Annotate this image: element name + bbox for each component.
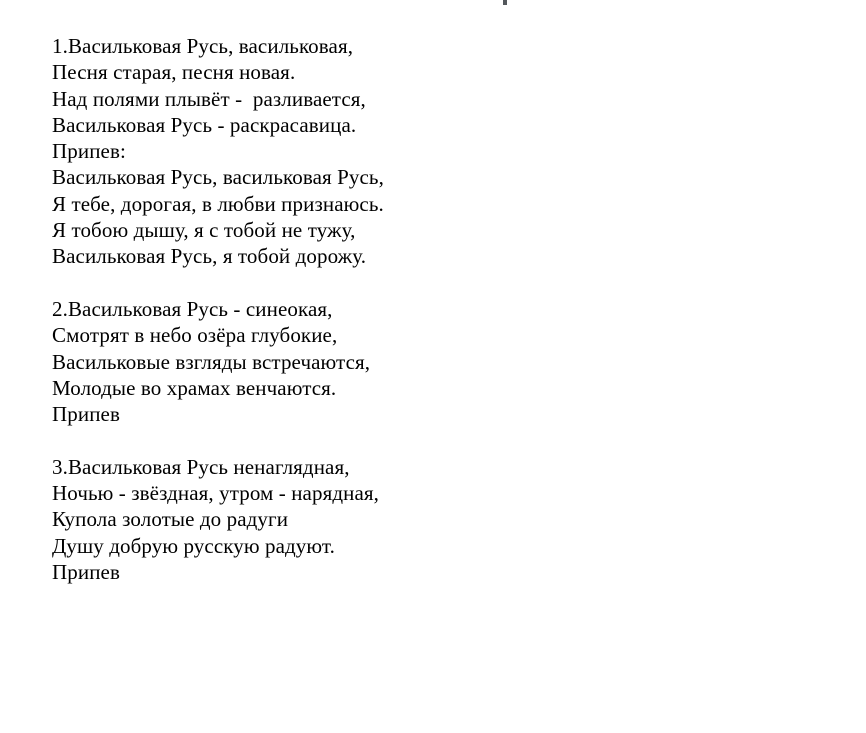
lyric-line: Припев [52,559,120,584]
lyric-line: Я тобою дышу, я с тобой не тужу, [52,218,356,243]
lyric-line: Над полями плывёт - разливается, [52,86,366,111]
lyric-line: Припев [52,402,120,427]
lyric-line: Я тебе, дорогая, в любви признаюсь. [52,191,384,216]
lyrics-stanza [52,296,472,427]
lyric-line: Припев: [52,139,126,164]
song-lyrics-text-block [52,33,472,585]
lyric-line: Ночью - звёздная, утром - нарядная, [52,481,379,506]
lyric-line: Смотрят в небо озёра глубокие, [52,323,338,348]
lyric-line: Молодые во храмах венчаются. [52,375,337,400]
lyric-line: Васильковая Русь - раскрасавица. [52,112,357,137]
lyric-line: Васильковая Русь, васильковая Русь, [52,165,384,190]
lyric-line: Васильковые взгляды встречаются, [52,349,371,374]
lyrics-stanza [52,454,472,585]
lyrics-stanza [52,33,472,270]
lyric-line: Песня старая, песня новая. [52,60,296,85]
lyric-line: Купола золотые до радуги [52,507,289,532]
lyric-line: Душу добрую русскую радуют. [52,533,335,558]
lyric-line: 2.Васильковая Русь - синеокая, [52,296,333,321]
lyric-line: 3.Васильковая Русь ненаглядная, [52,454,350,479]
lyric-line: Васильковая Русь, я тобой дорожу. [52,244,367,269]
cropped-character-fragment [503,0,507,5]
lyric-line: 1.Васильковая Русь, васильковая, [52,34,354,58]
